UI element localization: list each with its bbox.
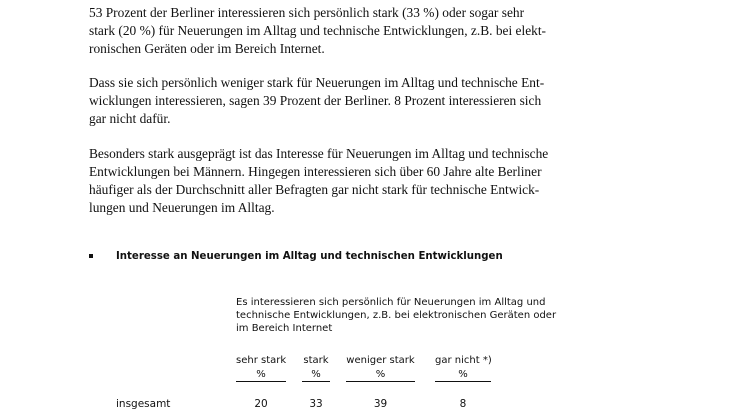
column-header-stark	[302, 355, 330, 382]
caption-line: im Bereich Internet	[236, 323, 333, 334]
column-header-sehr-stark	[236, 355, 286, 382]
paragraph-line: ronischen Geräten oder im Bereich Internet.	[89, 41, 325, 56]
table-cell: 20	[254, 398, 268, 410]
paragraph-line: Besonders stark ausgeprägt ist das Interesse für Neuerungen im Alltag und technische	[89, 146, 549, 161]
paragraph-line: gar nicht dafür.	[89, 111, 171, 126]
column-label: gar nicht *)	[435, 355, 492, 366]
column-label: weniger stark	[346, 355, 415, 366]
column-label: stark	[303, 355, 329, 366]
paragraph-line: stark (20 %) für Neuerungen im Alltag und technische Entwicklungen, z.B. bei elekt-	[89, 23, 547, 38]
row-label-insgesamt: insgesamt	[116, 398, 171, 410]
paragraph-line: 53 Prozent der Berliner interessieren sich persönlich stark (33 %) oder sogar sehr	[89, 5, 525, 20]
caption-line: technische Entwicklungen, z.B. bei elektronischen Geräten oder	[236, 310, 557, 321]
column-unit: %	[236, 369, 286, 382]
paragraph-3	[89, 145, 599, 217]
table-caption	[236, 296, 556, 335]
paragraph-line: Dass sie sich persönlich weniger stark für Neuerungen im Alltag und technische Ent-	[89, 75, 545, 90]
table-cell: 8	[459, 398, 467, 410]
section-title: Interesse an Neuerungen im Alltag und technischen Entwicklungen	[116, 251, 503, 262]
paragraph-1	[89, 4, 599, 58]
paragraph-line: lungen und Neuerungen im Alltag.	[89, 200, 275, 215]
table-cell: 39	[373, 398, 388, 410]
caption-line: Es interessieren sich persönlich für Neuerungen im Alltag und	[236, 297, 546, 308]
bullet-icon	[89, 254, 93, 258]
column-unit: %	[435, 369, 491, 382]
paragraph-2	[89, 74, 599, 128]
paragraph-line: wicklungen interessieren, sagen 39 Prozent der Berliner. 8 Prozent interessieren sich	[89, 93, 542, 108]
column-label: sehr stark	[236, 355, 287, 366]
paragraph-line: Entwicklungen bei Männern. Hingegen interessieren sich über 60 Jahre alte Berliner	[89, 164, 542, 179]
column-unit: %	[346, 369, 415, 382]
column-unit: %	[302, 369, 330, 382]
column-header-weniger-stark	[346, 355, 415, 382]
paragraph-line: häufiger als der Durchschnitt aller Befragten gar nicht stark für technische Entwick-	[89, 182, 540, 197]
column-header-gar-nicht	[435, 355, 491, 382]
table-cell: 33	[309, 398, 323, 410]
